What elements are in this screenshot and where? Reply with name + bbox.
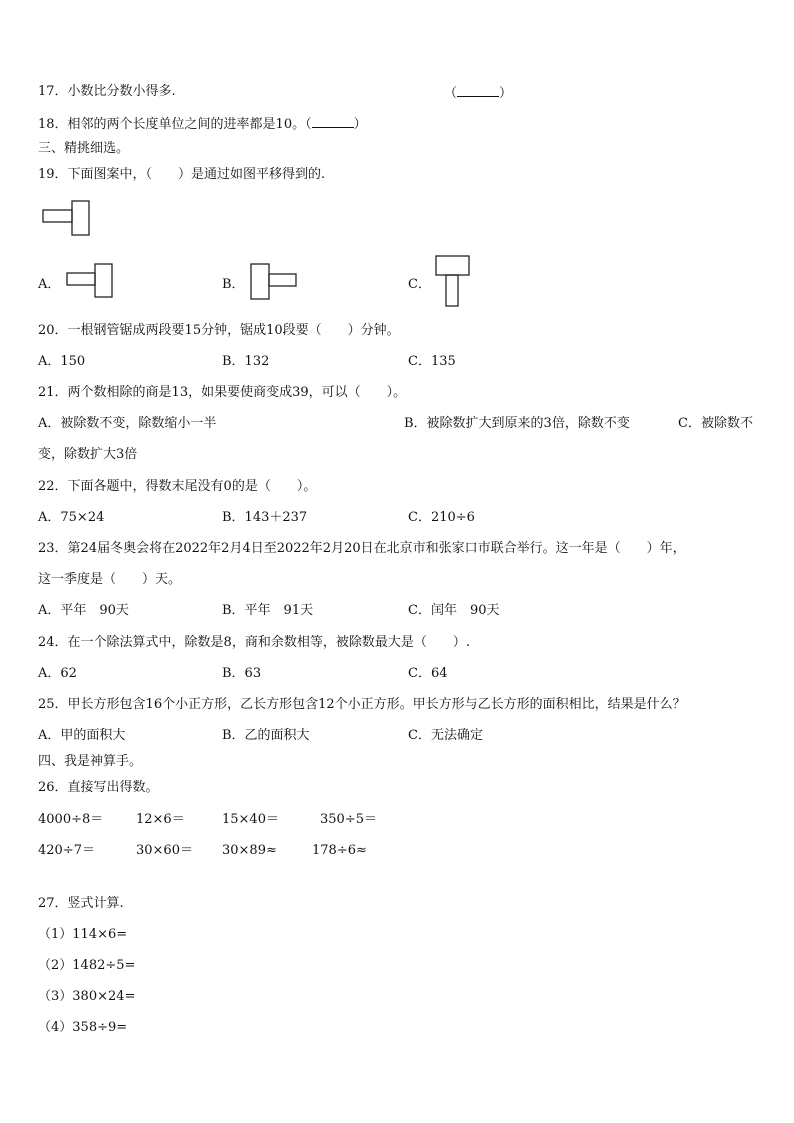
reference-shape <box>42 200 92 238</box>
option-24-a[interactable]: A．62 <box>38 666 77 681</box>
option-21-c-continued: 变，除数扩大3倍 <box>38 447 138 462</box>
option-19-c[interactable]: C． <box>408 277 431 292</box>
question-23-text: 23．第24届冬奥会将在2022年2月4日至2022年2月20日在北京市和张家口市联合举行。这一年是（ ）年， <box>38 541 686 556</box>
calc-26-5[interactable]: 420÷7＝ <box>38 843 95 858</box>
question-26-text: 26．直接写出得数。 <box>38 780 159 795</box>
option-24-c[interactable]: C．64 <box>408 666 448 681</box>
reference-shape-block <box>72 201 89 235</box>
option-b-shape <box>250 263 300 301</box>
option-a-block <box>95 264 112 297</box>
option-a-bar <box>67 273 95 285</box>
question-25-text: 25．甲长方形包含16个小正方形，乙长方形包含12个小正方形。甲长方形与乙长方形的面积相比，结果是什么？ <box>38 697 686 712</box>
option-22-a[interactable]: A．75×24 <box>38 510 105 525</box>
question-24-text: 24．在一个除法算式中，除数是8，商和余数相等，被除数最大是（ ）. <box>38 635 470 650</box>
question-18: 18．相邻的两个长度单位之间的进率都是10。（ ） <box>38 117 367 132</box>
option-25-a[interactable]: A．甲的面积大 <box>38 728 126 743</box>
question-17 <box>38 84 176 100</box>
calc-26-2[interactable]: 12×6＝ <box>136 812 185 827</box>
option-19-a[interactable]: A． <box>38 277 61 292</box>
calc-27-2[interactable]: （2）1482÷5= <box>38 958 136 973</box>
question-18-text: 18．相邻的两个长度单位之间的进率都是10。（ <box>38 117 312 132</box>
option-20-a[interactable]: A．150 <box>38 354 86 369</box>
question-23-continued: 这一季度是（ ）天。 <box>38 572 182 587</box>
question-19-text: 19．下面图案中，（ ）是通过如图平移得到的. <box>38 167 326 182</box>
option-c-block <box>436 256 469 275</box>
calc-26-6[interactable]: 30×60＝ <box>136 843 193 858</box>
option-22-b[interactable]: B．143＋237 <box>222 510 308 525</box>
option-21-a[interactable]: A．被除数不变，除数缩小一半 <box>38 416 217 431</box>
option-25-b[interactable]: B．乙的面积大 <box>222 728 310 743</box>
option-20-b[interactable]: B．132 <box>222 354 270 369</box>
calc-26-4[interactable]: 350÷5＝ <box>320 812 377 827</box>
answer-blank-17[interactable]: （ ） <box>444 86 513 101</box>
option-21-b[interactable]: B．被除数扩大到原来的3倍，除数不变 <box>404 416 630 431</box>
option-22-c[interactable]: C．210÷6 <box>408 510 475 525</box>
option-23-b[interactable]: B．平年 91天 <box>222 603 314 618</box>
calc-27-1[interactable]: （1）114×6= <box>38 927 128 942</box>
option-c-shape <box>434 255 474 309</box>
option-23-a[interactable]: A．平年 90天 <box>38 603 129 618</box>
question-21-text: 21．两个数相除的商是13，如果要使商变成39，可以（ ）。 <box>38 385 407 400</box>
option-19-b[interactable]: B． <box>222 277 245 292</box>
option-b-block <box>251 264 269 299</box>
option-21-c[interactable]: C．被除数不 <box>678 416 753 431</box>
calc-27-4[interactable]: （4）358÷9= <box>38 1020 128 1035</box>
question-22-text: 22．下面各题中，得数末尾没有0的是（ ）。 <box>38 479 317 494</box>
calc-26-7[interactable]: 30×89≈ <box>222 843 277 858</box>
option-23-c[interactable]: C．闰年 90天 <box>408 603 500 618</box>
option-20-c[interactable]: C．135 <box>408 354 456 369</box>
answer-blank-18[interactable] <box>312 115 354 128</box>
option-c-bar <box>446 275 458 306</box>
question-20-text: 20．一根钢管锯成两段要15分钟，锯成10段要（ ）分钟。 <box>38 323 400 338</box>
calc-26-8[interactable]: 178÷6≈ <box>312 843 367 858</box>
reference-shape-bar <box>43 210 72 222</box>
option-a-shape <box>66 263 116 301</box>
section-4-heading: 四、我是神算手。 <box>38 754 143 769</box>
calc-26-1[interactable]: 4000÷8＝ <box>38 812 104 827</box>
calc-26-3[interactable]: 15×40＝ <box>222 812 279 827</box>
question-27-text: 27．竖式计算. <box>38 896 124 911</box>
section-3-heading: 三、精挑细选。 <box>38 141 130 156</box>
option-24-b[interactable]: B．63 <box>222 666 262 681</box>
option-25-c[interactable]: C．无法确定 <box>408 728 483 743</box>
question-17-text: 17．小数比分数小得多. <box>38 84 176 99</box>
option-b-bar <box>269 274 296 286</box>
calc-27-3[interactable]: （3）380×24= <box>38 989 136 1004</box>
